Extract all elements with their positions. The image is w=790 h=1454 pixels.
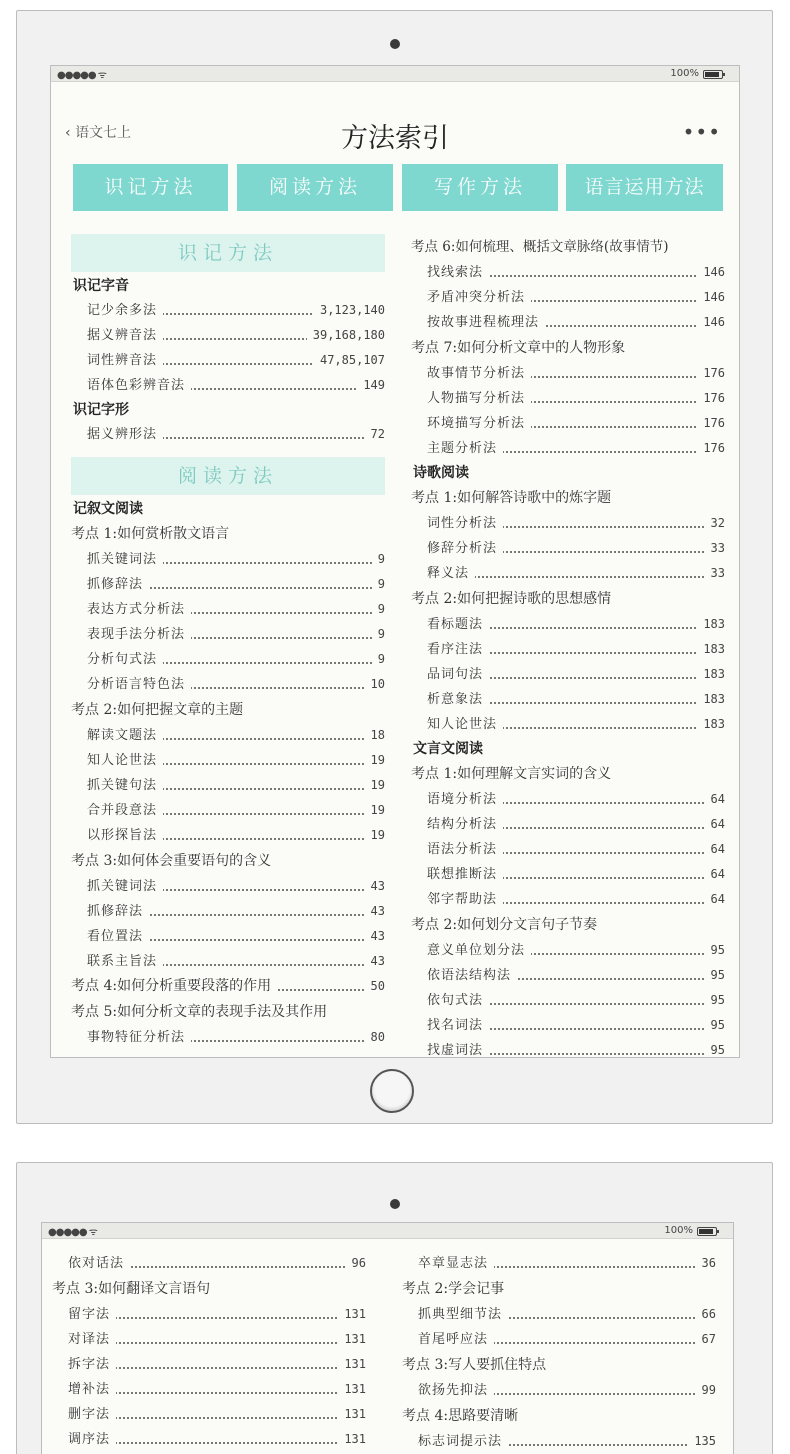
index-entry[interactable]: 合并段意法 19 (71, 798, 385, 823)
index-entry[interactable]: 解读文题法 18 (71, 723, 385, 748)
index-entry[interactable]: 修辞分析法 33 (411, 536, 725, 561)
camera-icon (390, 39, 400, 49)
index-entry[interactable]: 词性辨音法 47,85,107 (71, 348, 385, 373)
section-banner-memory: 识记方法 (71, 234, 385, 272)
index-entry[interactable]: 依句式法 95 (411, 988, 725, 1013)
index-entry[interactable]: 留字法 131 (52, 1302, 366, 1327)
index-entry[interactable]: 抓典型细节法 66 (402, 1302, 716, 1327)
index-entry[interactable]: 结构分析法 64 (411, 812, 725, 837)
more-icon[interactable]: ••• (682, 120, 721, 144)
exam-point-heading: 考点 5:如何分析文章的表现手法及其作用 (71, 1004, 328, 1020)
index-entry[interactable]: 卒章显志法 36 (402, 1251, 716, 1276)
index-entry[interactable]: 依对话法 96 (52, 1251, 366, 1276)
tab-reading[interactable]: 阅读方法 (237, 164, 393, 211)
index-entry[interactable]: 品词句法 183 (411, 662, 725, 687)
page-title: 方法索引 (341, 123, 449, 154)
index-entry[interactable]: 抓关键词法 43 (71, 874, 385, 899)
index-entry[interactable]: 联系主旨法 43 (71, 949, 385, 974)
exam-point-heading: 考点 1:如何解答诗歌中的炼字题 (411, 490, 612, 506)
index-entry[interactable]: 语法分析法 64 (411, 837, 725, 862)
exam-point-heading: 考点 2:如何划分文言句子节奏 (411, 917, 598, 933)
index-entry[interactable]: 记少余多法 3,123,140 (71, 298, 385, 323)
exam-point-heading: 考点 2:如何把握文章的主题 (71, 702, 244, 718)
index-entry[interactable]: 以形探旨法 19 (71, 823, 385, 848)
index-entry[interactable]: 矛盾冲突分析法 146 (411, 285, 725, 310)
exam-point-heading: 考点 6:如何梳理、概括文章脉络(故事情节) (411, 239, 669, 255)
exam-point-heading: 考点 2:学会记事 (402, 1281, 505, 1297)
category-heading: 识记字音 (73, 278, 129, 294)
exam-point-heading: 考点 3:写人要抓住特点 (402, 1357, 547, 1373)
index-entry[interactable]: 邻字帮助法 64 (411, 887, 725, 912)
tab-language-use[interactable]: 语言运用方法 (566, 164, 723, 211)
battery-level: 100% (664, 1225, 693, 1236)
back-button[interactable]: ‹ 语文七上 (65, 125, 132, 141)
index-entry[interactable]: 抓修辞法 43 (71, 899, 385, 924)
index-entry[interactable]: 删字法 131 (52, 1402, 366, 1427)
index-entry[interactable]: 词性分析法 32 (411, 511, 725, 536)
tablet-screen (41, 1222, 734, 1454)
index-entry[interactable]: 看序注法 183 (411, 637, 725, 662)
index-entry[interactable]: 按故事进程梳理法 146 (411, 310, 725, 335)
signal-icon: ●●●●● ᯤ (57, 70, 106, 81)
status-bar (51, 66, 739, 82)
index-entry[interactable]: 抓关键词法 9 (71, 547, 385, 572)
exam-point-heading: 考点 4:思路要清晰 (402, 1408, 519, 1424)
index-entry[interactable]: 调序法 131 (52, 1427, 366, 1452)
index-entry[interactable]: 环境描写分析法 176 (411, 411, 725, 436)
index-column-right (411, 234, 725, 1058)
battery-icon (697, 1227, 717, 1236)
category-tabs (73, 164, 723, 211)
index-entry[interactable]: 表达方式分析法 9 (71, 597, 385, 622)
exam-point-entry[interactable]: 考点 4:如何分析重要段落的作用 50 (71, 974, 385, 999)
index-entry[interactable]: 事物特征分析法 80 (71, 1025, 385, 1050)
index-entry[interactable]: 抓关键句法 19 (71, 773, 385, 798)
index-entry[interactable]: 首尾呼应法 67 (402, 1327, 716, 1352)
signal-icon: ●●●●● ᯤ (48, 1227, 97, 1238)
index-column-left (71, 234, 385, 1050)
index-entry[interactable]: 欲扬先抑法 99 (402, 1378, 716, 1403)
index-entry[interactable]: 增补法 131 (52, 1377, 366, 1402)
index-entry[interactable]: 找名词法 95 (411, 1013, 725, 1038)
index-entry[interactable]: 故事情节分析法 176 (411, 361, 725, 386)
index-entry[interactable]: 联想推断法 64 (411, 862, 725, 887)
index-entry[interactable]: 析意象法 183 (411, 687, 725, 712)
index-entry[interactable]: 知人论世法 183 (411, 712, 725, 737)
index-entry[interactable]: 看标题法 183 (411, 612, 725, 637)
exam-point-heading: 考点 1:如何理解文言实词的含义 (411, 766, 612, 782)
exam-point-heading: 考点 1:如何赏析散文语言 (71, 526, 230, 542)
index-entry[interactable]: 据义辨音法 39,168,180 (71, 323, 385, 348)
home-button[interactable] (370, 1069, 414, 1113)
index-column-left (52, 1251, 366, 1452)
index-entry[interactable]: 分析句式法 9 (71, 647, 385, 672)
index-entry[interactable]: 据义辨形法 72 (71, 422, 385, 447)
index-entry[interactable]: 分析语言特色法 10 (71, 672, 385, 697)
category-heading: 识记字形 (73, 402, 129, 418)
index-entry[interactable]: 意义单位划分法 95 (411, 938, 725, 963)
exam-point-heading: 考点 2:如何把握诗歌的思想感情 (411, 591, 612, 607)
section-banner-reading: 阅读方法 (71, 457, 385, 495)
exam-point-heading: 考点 7:如何分析文章中的人物形象 (411, 340, 626, 356)
index-entry[interactable]: 语境分析法 64 (411, 787, 725, 812)
tablet-frame-top (16, 10, 773, 1124)
status-bar (42, 1223, 733, 1239)
index-entry[interactable]: 语体色彩辨音法 149 (71, 373, 385, 398)
nav-bar (51, 82, 739, 152)
exam-point-heading: 考点 3:如何翻译文言语句 (52, 1281, 211, 1297)
index-entry[interactable]: 主题分析法 176 (411, 436, 725, 461)
camera-icon (390, 1199, 400, 1209)
index-entry[interactable]: 释义法 33 (411, 561, 725, 586)
index-entry[interactable]: 依语法结构法 95 (411, 963, 725, 988)
index-entry[interactable]: 人物描写分析法 176 (411, 386, 725, 411)
index-entry[interactable]: 拆字法 131 (52, 1352, 366, 1377)
index-entry[interactable]: 找线索法 146 (411, 260, 725, 285)
exam-point-heading: 考点 3:如何体会重要语句的含义 (71, 853, 272, 869)
index-entry[interactable]: 知人论世法 19 (71, 748, 385, 773)
index-entry[interactable]: 抓修辞法 9 (71, 572, 385, 597)
index-column-right (402, 1251, 716, 1454)
tab-memory[interactable]: 识记方法 (73, 164, 228, 211)
index-entry[interactable]: 表现手法分析法 9 (71, 622, 385, 647)
category-heading: 文言文阅读 (413, 741, 483, 757)
battery-level: 100% (670, 68, 699, 79)
tablet-screen (50, 65, 740, 1058)
battery-icon (703, 70, 723, 79)
back-label: 语文七上 (75, 125, 132, 141)
index-entry[interactable]: 看位置法 43 (71, 924, 385, 949)
category-heading: 诗歌阅读 (413, 465, 469, 481)
index-entry[interactable]: 对译法 131 (52, 1327, 366, 1352)
index-entry[interactable]: 标志词提示法 135 (402, 1429, 716, 1454)
tab-writing[interactable]: 写作方法 (402, 164, 558, 211)
index-entry[interactable]: 找虚词法 95 (411, 1038, 725, 1058)
category-heading: 记叙文阅读 (73, 501, 143, 517)
tablet-frame-bottom (16, 1162, 773, 1454)
